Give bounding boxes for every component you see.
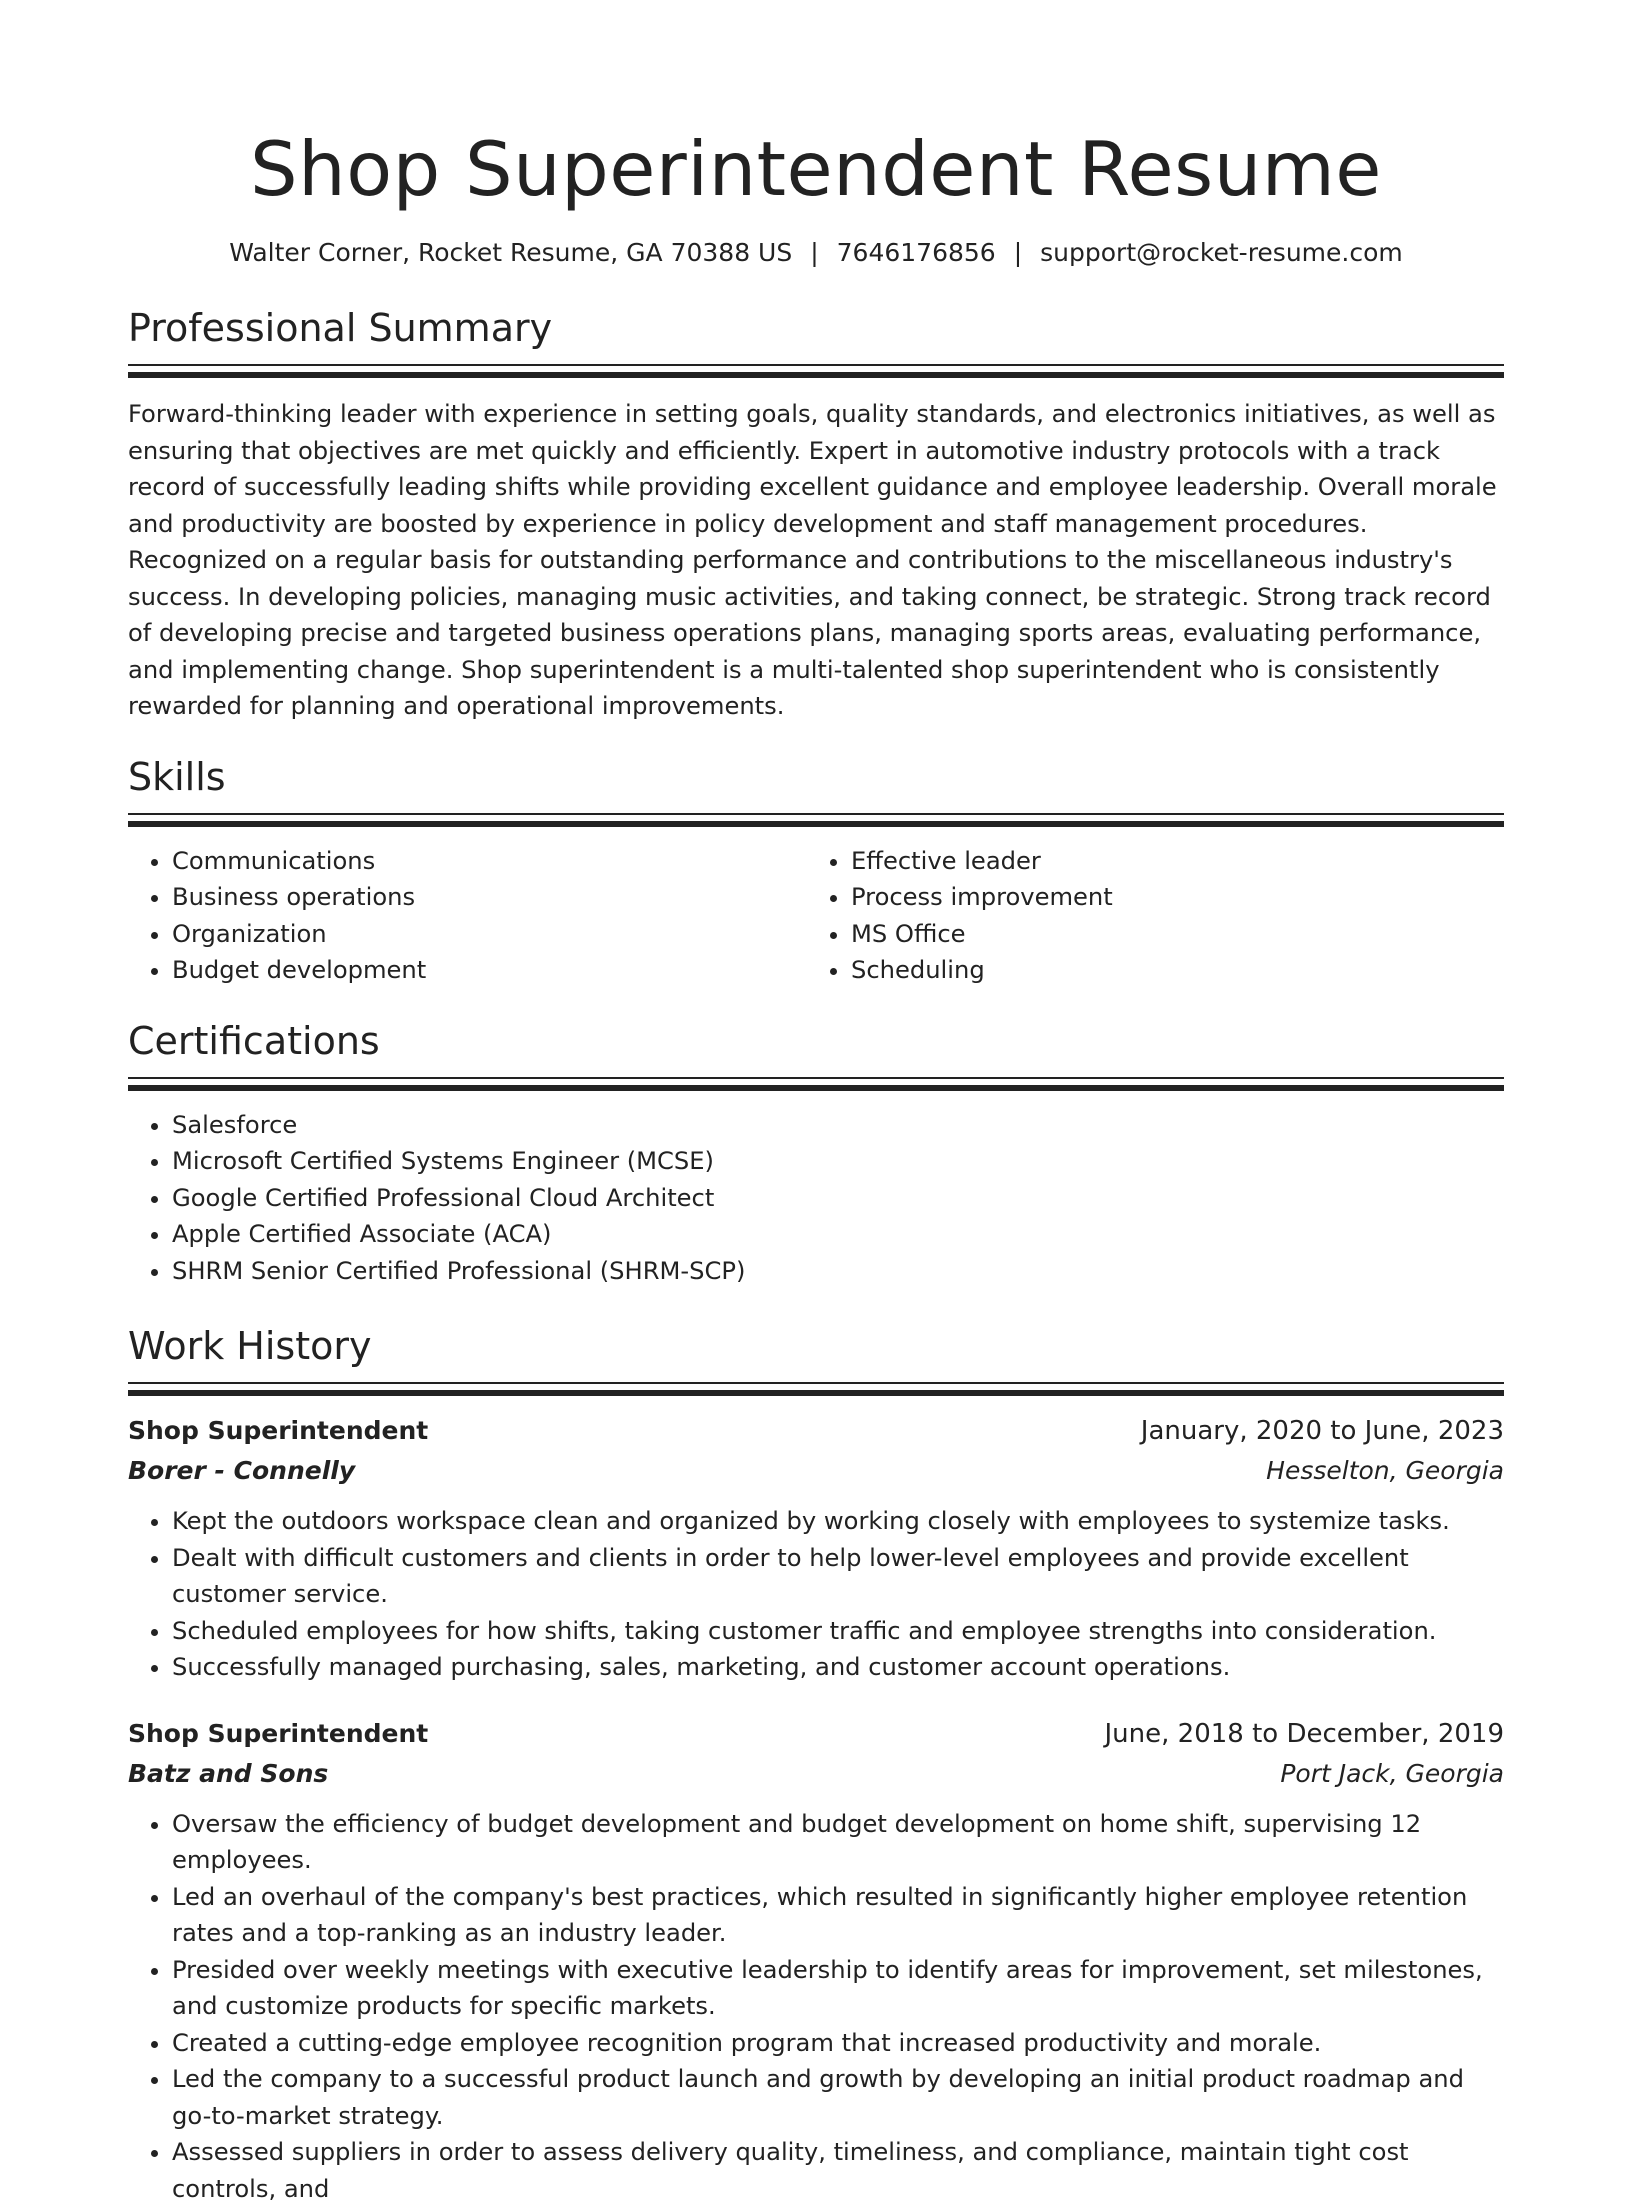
section-divider [128,1077,1504,1092]
job-dates: January, 2020 to June, 2023 [1141,1411,1504,1451]
certification-item: • Apple Certified Associate (ACA) [172,1216,1504,1253]
contact-separator: | [792,238,836,267]
job-bullet: • Scheduled employees for how shifts, taking customer traffic and employee strengths into consideration. [172,1613,1504,1650]
job-location: Port Jack, Georgia [1280,1754,1504,1794]
job-title: Shop Superintendent [128,1411,428,1451]
job-subheader [128,1451,1504,1491]
page-title: Shop Superintendent Resume [128,124,1504,214]
summary-section [128,304,1504,725]
skill-item: • MS Office [851,916,1486,953]
job-bullet: • Dealt with difficult customers and clients in order to help lower-level employees and provide excellent customer service. [172,1540,1504,1613]
job-company: Borer - Connelly [128,1451,355,1491]
skill-item: • Business operations [172,879,807,916]
skills-section [128,753,1504,989]
job-bullet: • Presided over weekly meetings with executive leadership to identify areas for improvement, set milestones, and customize products for specific markets. [172,1952,1504,2025]
section-heading-skills: Skills [128,753,1504,801]
job-entry [128,1411,1504,1686]
section-divider [128,813,1504,828]
job-bullets [128,1806,1504,2207]
contact-separator: | [996,238,1040,267]
section-divider [128,1382,1504,1397]
skill-item: • Communications [172,843,807,880]
contact-email: support@rocket-resume.com [1040,238,1403,267]
contact-address: Walter Corner, Rocket Resume, GA 70388 US [229,238,792,267]
certification-item: • Google Certified Professional Cloud Architect [172,1180,1504,1217]
job-location: Hesselton, Georgia [1266,1451,1504,1491]
contact-line [128,236,1504,270]
job-header [128,1411,1504,1451]
section-heading-work-history: Work History [128,1322,1504,1370]
section-heading-certifications: Certifications [128,1017,1504,1065]
skills-columns [128,843,1504,989]
job-bullet: • Led the company to a successful product launch and growth by developing an initial product roadmap and go-to-market strategy. [172,2061,1504,2134]
work-history-section [128,1322,1504,2207]
section-divider [128,364,1504,379]
job-bullet: • Assessed suppliers in order to assess delivery quality, timeliness, and compliance, maintain tight cost controls, and [172,2134,1504,2207]
skill-item: • Scheduling [851,952,1486,989]
contact-phone: 7646176856 [837,238,996,267]
job-subheader [128,1754,1504,1794]
job-bullet: • Kept the outdoors workspace clean and organized by working closely with employees to systemize tasks. [172,1503,1504,1540]
job-dates: June, 2018 to December, 2019 [1105,1714,1504,1754]
job-bullet: • Led an overhaul of the company's best practices, which resulted in significantly higher employee retention rates and a top-ranking as an industry leader. [172,1879,1504,1952]
skill-item: • Organization [172,916,807,953]
skill-item: • Budget development [172,952,807,989]
certification-item: • Microsoft Certified Systems Engineer (MCSE) [172,1143,1504,1180]
skill-item: • Effective leader [851,843,1486,880]
certification-item: • SHRM Senior Certified Professional (SHRM-SCP) [172,1253,1504,1290]
certifications-list [128,1107,1504,1290]
skill-item: • Process improvement [851,879,1486,916]
job-entry [128,1714,1504,2207]
certification-item: • Salesforce [172,1107,1504,1144]
job-bullet: • Created a cutting-edge employee recognition program that increased productivity and morale. [172,2025,1504,2062]
resume-page [128,0,1504,2207]
job-company: Batz and Sons [128,1754,328,1794]
job-header [128,1714,1504,1754]
certifications-section [128,1017,1504,1290]
job-bullet: • Successfully managed purchasing, sales, marketing, and customer account operations. [172,1649,1504,1686]
job-bullets [128,1503,1504,1686]
job-title: Shop Superintendent [128,1714,428,1754]
summary-text: Forward-thinking leader with experience in setting goals, quality standards, and electronics initiatives, as well as ensuring that objectives are met quickly and efficiently. Expert in automotive industry protocols with a track record of successfully leading shifts while providing excellent guidance and employee leadership. Overall morale and productivity are boosted by experience in policy development and staff management procedures. Recognized on a regular basis for outstanding performance and contributions to the miscellaneous industry's success. In developing policies, managing music activities, and taking connect, be strategic. Strong track record of developing precise and targeted business operations plans, managing sports areas, evaluating performance, and implementing change. Shop superintendent is a multi-talented shop superintendent who is consistently rewarded for planning and operational improvements. [128,396,1504,725]
skills-list-right [807,843,1486,989]
skills-list-left [128,843,807,989]
job-bullet: • Oversaw the efficiency of budget development and budget development on home shift, supervising 12 employees. [172,1806,1504,1879]
section-heading-summary: Professional Summary [128,304,1504,352]
